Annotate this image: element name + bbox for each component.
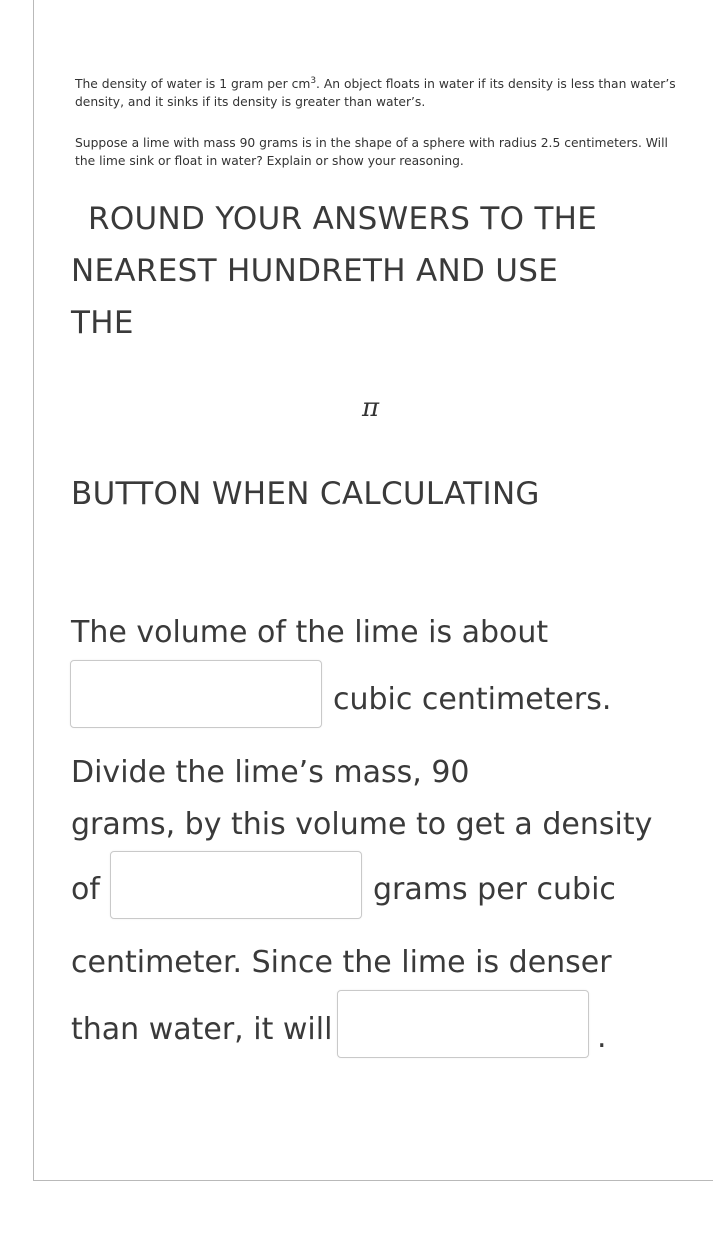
volume-input[interactable] [70,660,322,728]
problem-text-water-density [75,75,685,111]
divide-text-line-1: Divide the lime’s mass, 90 [71,755,470,790]
cubed-superscript: 3 [310,75,317,86]
sentence-period: . [597,1020,607,1055]
pi-symbol: π [362,393,380,423]
instruction-line-4: BUTTON WHEN CALCULATING [71,476,540,512]
problem-text-part2: . An object floats in water if its density is less than water’s density, and it sinks if its density is greater than water’s. [75,77,676,109]
instruction-line-2: NEAREST HUNDRETH AND USE [71,253,559,289]
since-denser-text: centimeter. Since the lime is denser [71,945,612,980]
density-of-text: of [71,872,100,907]
density-unit-text: grams per cubic [373,872,616,907]
sink-float-input[interactable] [337,990,589,1058]
instruction-line-1: ROUND YOUR ANSWERS TO THE [88,201,598,237]
instruction-line-3: THE [71,305,134,341]
volume-intro-text: The volume of the lime is about [71,615,549,650]
problem-text-part1: The density of water is 1 gram per cm [75,77,311,91]
density-input[interactable] [110,851,362,919]
than-water-text: than water, it will [71,1012,333,1047]
volume-unit-text: cubic centimeters. [333,682,612,717]
divide-text-line-2: grams, by this volume to get a density [71,807,653,842]
problem-text-lime: Suppose a lime with mass 90 grams is in the shape of a sphere with radius 2.5 centimeters. Will the lime sink or float in water? Explain or show your reasoning. [75,136,668,168]
